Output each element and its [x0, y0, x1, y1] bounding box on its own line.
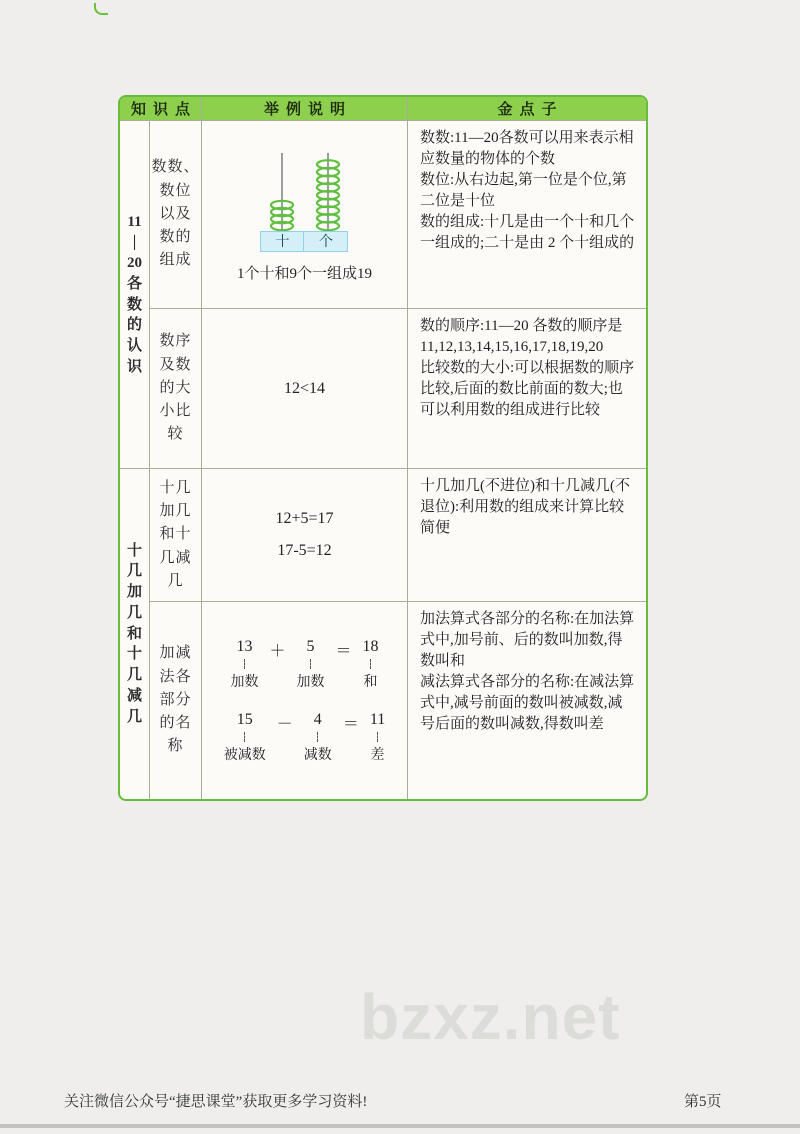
addition-equation — [230, 638, 378, 691]
addend-1-label: 加数 — [230, 674, 259, 690]
example-cell-abacus — [202, 121, 408, 309]
dotted-leader — [244, 732, 245, 742]
sum-label: 和 — [363, 674, 378, 690]
example-cell-equations — [202, 469, 408, 602]
subtrahend-value: 4 — [313, 710, 322, 728]
tips-parts-names: 加法算式各部分的名称:在加法算式中,加号前、后的数叫加数,得数叫和 减法算式各部分的名称:在减法算式中,减号前面的数叫被减数,减号后面的数叫减数,得数叫差 — [420, 611, 635, 732]
abacus-illustration — [237, 147, 372, 283]
plus-sign: ＋ — [269, 642, 286, 660]
addend-2-column — [297, 638, 325, 691]
dotted-leader — [370, 659, 371, 669]
example-cell-comparison — [202, 309, 408, 469]
addition-parts-example — [230, 638, 378, 691]
minuend-label: 被减数 — [223, 747, 266, 763]
equations-example: 12+5=17 17-5=12 — [275, 510, 334, 559]
abacus-caption: 1个十和9个一组成19 — [236, 265, 372, 282]
example-cell-parts-names — [202, 602, 408, 799]
footer-page-number: 第5页 — [684, 1094, 722, 1110]
scan-bottom-edge — [0, 1124, 800, 1128]
table-header-golden-tips: 金点子 — [408, 97, 646, 121]
abacus-rods-graphic — [244, 147, 364, 235]
previous-table-corner-mark — [94, 3, 108, 15]
difference-column — [370, 711, 385, 764]
dotted-leader — [377, 732, 378, 742]
knowledge-points-table — [118, 95, 648, 801]
tips-teens-add-subtract: 十几加几(不进位)和十几减几(不退位):利用数的组成来计算比较简便 — [408, 469, 646, 602]
addend-1-column — [230, 638, 258, 691]
table-header-knowledge-points: 知识点 — [120, 97, 202, 121]
place-value-boxes — [260, 231, 348, 252]
addend-1-value: 13 — [236, 637, 253, 655]
subtraction-parts-example — [224, 711, 385, 764]
tens-place-label: 十 — [260, 231, 304, 252]
addend-2-value: 5 — [306, 637, 315, 655]
section-label-teens-add-subtract: 十 几 加 几 和 十 几 减 几 — [120, 469, 150, 799]
minuend-value: 15 — [236, 710, 253, 728]
minus-sign: － — [276, 715, 293, 733]
topic-order-and-comparison: 数序 及数 的大 小比 较 — [150, 309, 202, 469]
addend-2-label: 加数 — [296, 674, 325, 690]
sum-column — [363, 638, 379, 691]
footer-wechat-note: 关注微信公众号“捷思课堂”获取更多学习资料! — [64, 1094, 368, 1110]
minuend-column — [224, 711, 266, 764]
comparison-example: 12<14 — [283, 379, 326, 397]
ones-place-label: 个 — [304, 231, 348, 252]
topic-teens-add-subtract: 十几 加几 和十 几减 几 — [150, 469, 202, 602]
dotted-leader — [310, 659, 311, 669]
equals-sign: ＝ — [335, 642, 352, 660]
topic-counting-place-value-composition: 数数、 数位 以及 数的 组成 — [150, 121, 202, 309]
topic-parts-names: 加减 法各 部分 的名 称 — [150, 602, 202, 799]
section-label-numbers-11-20: 11 — 20 各 数 的 认 识 — [120, 121, 150, 469]
tips-counting-place-value: 数数:11—20各数可以用来表示相应数量的物体的个数 数位:从右边起,第一位是个位,第二位是十位 数的组成:十几是由一个十和几个一组成的;二十是由 2 个十组成的 — [408, 121, 646, 309]
difference-label: 差 — [370, 747, 385, 763]
equals-sign: ＝ — [342, 715, 359, 733]
tips-order-and-comparison: 数的顺序:11—20 各数的顺序是 11,12,13,14,15,16,17,18,19,20 比较数的大小:可以根据数的顺序比较,后面的数比前面的数大;也可以利用数的组成进行比较 — [408, 309, 646, 469]
subtraction-equation — [224, 711, 385, 764]
dotted-leader — [317, 732, 318, 742]
difference-value: 11 — [369, 710, 386, 728]
sum-value: 18 — [362, 637, 379, 655]
subtrahend-column — [304, 711, 332, 764]
table-header-examples: 举例说明 — [202, 97, 408, 121]
watermark-text: bzxz.net — [360, 981, 621, 1053]
dotted-leader — [244, 659, 245, 669]
subtrahend-label: 减数 — [303, 747, 332, 763]
